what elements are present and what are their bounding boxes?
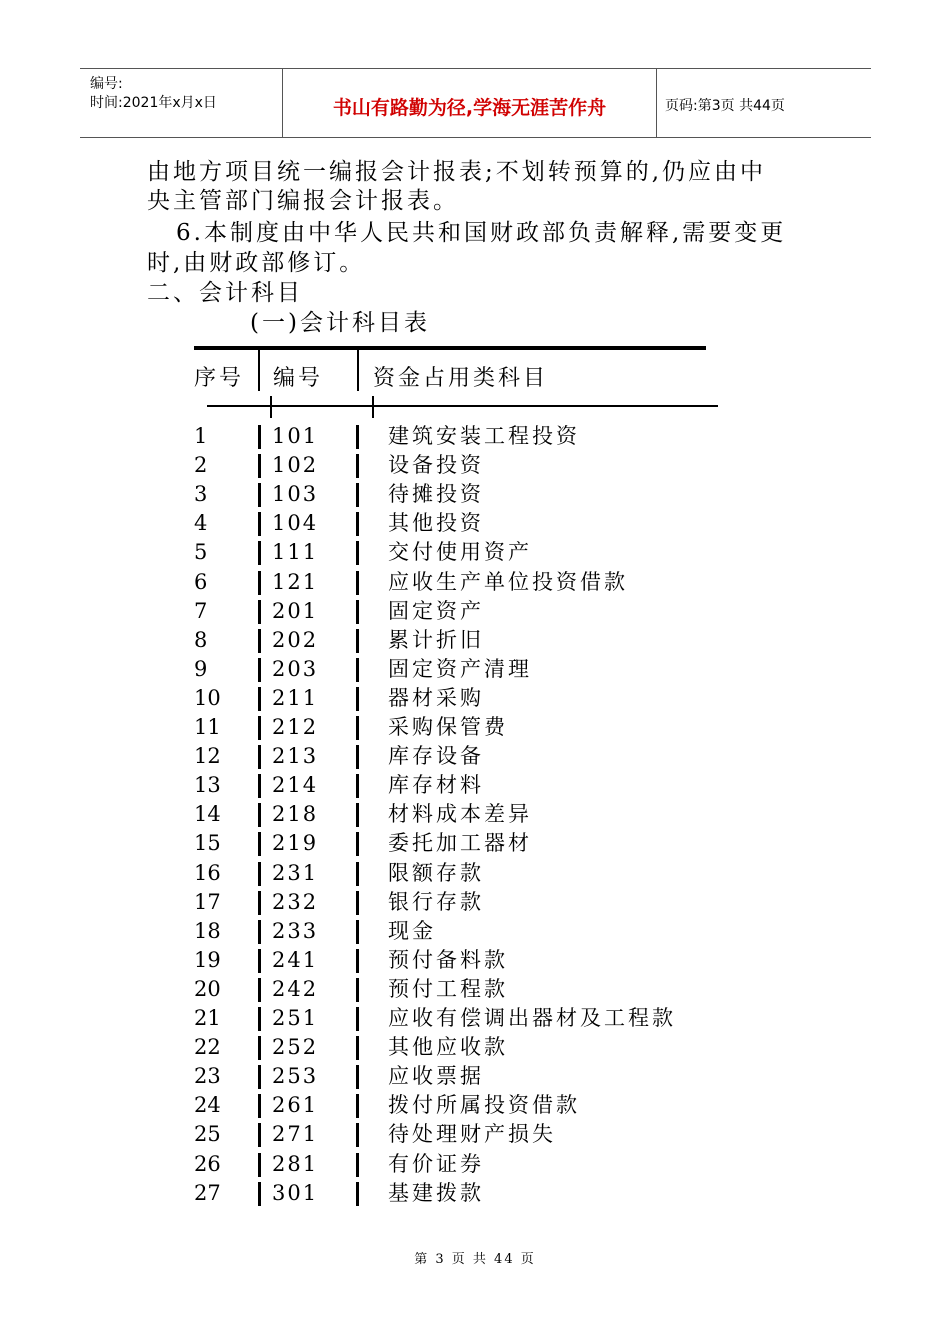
column-divider <box>356 687 359 711</box>
table-row <box>0 1150 950 1179</box>
header-motto-cell <box>283 69 657 137</box>
row-code: 232 <box>272 889 319 914</box>
row-code: 104 <box>272 511 319 536</box>
row-code: 203 <box>272 656 319 681</box>
column-divider <box>372 396 374 418</box>
table-row <box>0 742 950 771</box>
header-name: 资金占用类科目 <box>373 366 549 391</box>
table-row <box>0 975 950 1004</box>
row-seq: 7 <box>194 598 208 623</box>
table-row <box>0 568 950 597</box>
column-divider <box>356 716 359 740</box>
row-name: 基建拨款 <box>388 1180 484 1205</box>
table-row <box>0 509 950 538</box>
table-row <box>0 626 950 655</box>
column-divider <box>356 1153 359 1177</box>
column-divider <box>258 774 261 798</box>
row-name: 预付备料款 <box>388 947 508 972</box>
row-seq: 12 <box>194 744 221 769</box>
column-divider <box>258 1065 261 1089</box>
row-seq: 15 <box>194 831 221 856</box>
column-divider <box>356 483 359 507</box>
row-code: 253 <box>272 1064 319 1089</box>
row-code: 219 <box>272 831 319 856</box>
row-seq: 8 <box>194 627 208 652</box>
table-caption: (一)会计科目表 <box>250 310 430 336</box>
column-divider <box>258 716 261 740</box>
row-seq: 27 <box>194 1180 221 1205</box>
row-code: 242 <box>272 976 319 1001</box>
table-row <box>0 771 950 800</box>
row-seq: 17 <box>194 889 221 914</box>
column-divider <box>258 541 261 565</box>
row-name: 库存设备 <box>388 744 484 769</box>
table-row <box>0 800 950 829</box>
column-divider <box>356 600 359 624</box>
table-row <box>0 859 950 888</box>
row-name: 待处理财产损失 <box>388 1122 556 1147</box>
column-divider <box>270 396 272 418</box>
row-code: 251 <box>272 1006 319 1030</box>
table-row <box>0 829 950 858</box>
row-seq: 25 <box>194 1122 221 1147</box>
column-divider <box>258 571 261 595</box>
row-name: 现金 <box>388 918 436 943</box>
document-number-label: 编号: <box>90 76 123 92</box>
page-header <box>80 68 871 138</box>
column-divider <box>258 600 261 624</box>
table-row <box>0 917 950 946</box>
header-seq: 序号 <box>194 366 245 391</box>
table-row <box>0 451 950 480</box>
table-row <box>0 597 950 626</box>
table-row <box>0 1004 950 1033</box>
row-code: 211 <box>272 685 319 710</box>
column-divider <box>258 1036 261 1060</box>
row-name: 固定资产 <box>388 598 484 623</box>
header-code: 编号 <box>273 366 324 391</box>
column-divider <box>258 687 261 711</box>
column-divider <box>356 745 359 769</box>
row-seq: 5 <box>194 540 208 565</box>
header-page-info: 页码:第3页 共44页 <box>665 98 785 114</box>
table-row <box>0 1179 950 1208</box>
row-code: 301 <box>272 1180 319 1205</box>
row-name: 交付使用资产 <box>388 540 532 565</box>
row-code: 241 <box>272 947 319 972</box>
table-row <box>0 1033 950 1062</box>
column-divider <box>356 803 359 827</box>
row-seq: 16 <box>194 860 221 885</box>
row-seq: 4 <box>194 511 208 536</box>
row-name: 设备投资 <box>388 453 484 478</box>
table-header-rule <box>207 405 718 407</box>
column-divider <box>356 1123 359 1147</box>
column-divider <box>356 629 359 653</box>
column-divider <box>258 891 261 915</box>
column-divider <box>258 920 261 944</box>
column-divider <box>356 512 359 536</box>
row-name: 预付工程款 <box>388 976 508 1001</box>
column-divider <box>258 803 261 827</box>
column-divider <box>258 1153 261 1177</box>
row-seq: 13 <box>194 773 221 798</box>
row-seq: 2 <box>194 453 208 478</box>
row-name: 固定资产清理 <box>388 656 532 681</box>
table-header-row <box>0 364 950 393</box>
row-code: 281 <box>272 1151 319 1176</box>
table-row <box>0 1091 950 1120</box>
table-row <box>0 1120 950 1149</box>
row-code: 201 <box>272 598 319 623</box>
row-name: 材料成本差异 <box>388 802 532 827</box>
table-row <box>0 888 950 917</box>
column-divider <box>356 454 359 478</box>
table-top-rule <box>194 346 706 350</box>
row-seq: 14 <box>194 802 221 827</box>
row-seq: 18 <box>194 918 221 943</box>
body-paragraph-line: 央主管部门编报会计报表。 <box>147 188 459 214</box>
column-divider <box>356 1036 359 1060</box>
table-row <box>0 713 950 742</box>
row-code: 214 <box>272 773 319 798</box>
row-name: 应收有偿调出器材及工程款 <box>388 1006 676 1030</box>
row-seq: 1 <box>194 424 208 448</box>
row-code: 103 <box>272 482 319 507</box>
row-name: 应收生产单位投资借款 <box>388 569 628 594</box>
column-divider <box>258 832 261 856</box>
row-seq: 20 <box>194 976 221 1001</box>
column-divider <box>258 1094 261 1118</box>
row-name: 有价证券 <box>388 1151 484 1176</box>
body-paragraph-line: 由地方项目统一编报会计报表;不划转预算的,仍应由中 <box>147 159 767 185</box>
row-name: 其他应收款 <box>388 1035 508 1060</box>
row-name: 建筑安装工程投资 <box>388 424 580 448</box>
row-seq: 9 <box>194 656 208 681</box>
table-row <box>0 946 950 975</box>
column-divider <box>258 512 261 536</box>
row-code: 102 <box>272 453 319 478</box>
column-divider <box>258 949 261 973</box>
table-row <box>0 422 950 451</box>
column-divider <box>258 425 261 449</box>
column-divider <box>356 1094 359 1118</box>
body-paragraph-line: 6.本制度由中华人民共和国财政部负责解释,需要变更 <box>176 220 787 246</box>
row-name: 采购保管费 <box>388 715 508 739</box>
column-divider <box>356 920 359 944</box>
column-divider <box>356 571 359 595</box>
document-time-label: 时间:2021年x月x日 <box>90 95 217 111</box>
row-code: 271 <box>272 1122 319 1147</box>
body-paragraph-line: 时,由财政部修订。 <box>147 250 366 276</box>
column-divider <box>356 541 359 565</box>
row-seq: 11 <box>194 715 221 739</box>
page-footer: 第 3 页 共 44 页 <box>414 1252 536 1267</box>
row-name: 银行存款 <box>388 889 484 914</box>
column-divider <box>258 629 261 653</box>
header-meta-cell <box>80 69 283 137</box>
row-code: 101 <box>272 424 319 448</box>
row-code: 252 <box>272 1035 319 1060</box>
row-name: 委托加工器材 <box>388 831 532 856</box>
column-divider <box>258 1123 261 1147</box>
row-code: 231 <box>272 860 319 885</box>
column-divider <box>356 1182 359 1206</box>
column-divider <box>258 1182 261 1206</box>
header-motto: 书山有路勤为径,学海无涯苦作舟 <box>332 97 607 119</box>
table-row <box>0 1062 950 1091</box>
column-divider <box>356 949 359 973</box>
column-divider <box>356 1007 359 1031</box>
column-divider <box>356 832 359 856</box>
column-divider <box>258 483 261 507</box>
row-code: 261 <box>272 1093 319 1118</box>
table-row <box>0 684 950 713</box>
header-page-cell <box>657 69 871 137</box>
column-divider <box>258 745 261 769</box>
row-seq: 19 <box>194 947 221 972</box>
table-row <box>0 480 950 509</box>
row-seq: 26 <box>194 1151 221 1176</box>
column-divider <box>356 891 359 915</box>
row-seq: 21 <box>194 1006 221 1030</box>
section-heading: 二、会计科目 <box>147 280 303 306</box>
column-divider <box>356 774 359 798</box>
row-seq: 22 <box>194 1035 221 1060</box>
row-name: 器材采购 <box>388 685 484 710</box>
row-seq: 23 <box>194 1064 221 1089</box>
row-name: 库存材料 <box>388 773 484 798</box>
column-divider <box>258 862 261 886</box>
row-name: 限额存款 <box>388 860 484 885</box>
row-code: 213 <box>272 744 319 769</box>
row-seq: 3 <box>194 482 208 507</box>
row-name: 待摊投资 <box>388 482 484 507</box>
column-divider <box>356 658 359 682</box>
column-divider <box>356 425 359 449</box>
row-seq: 10 <box>194 685 221 710</box>
row-code: 212 <box>272 715 319 739</box>
column-divider <box>258 978 261 1002</box>
row-code: 111 <box>272 540 319 565</box>
column-divider <box>258 454 261 478</box>
row-name: 其他投资 <box>388 511 484 536</box>
row-code: 202 <box>272 627 319 652</box>
row-code: 121 <box>272 569 319 594</box>
row-code: 233 <box>272 918 319 943</box>
column-divider <box>356 1065 359 1089</box>
row-name: 拨付所属投资借款 <box>388 1093 580 1118</box>
table-row <box>0 538 950 567</box>
column-divider <box>356 978 359 1002</box>
row-seq: 6 <box>194 569 208 594</box>
column-divider <box>258 1007 261 1031</box>
column-divider <box>356 862 359 886</box>
row-name: 累计折旧 <box>388 627 484 652</box>
row-name: 应收票据 <box>388 1064 484 1089</box>
row-code: 218 <box>272 802 319 827</box>
row-seq: 24 <box>194 1093 221 1118</box>
column-divider <box>258 658 261 682</box>
table-row <box>0 655 950 684</box>
